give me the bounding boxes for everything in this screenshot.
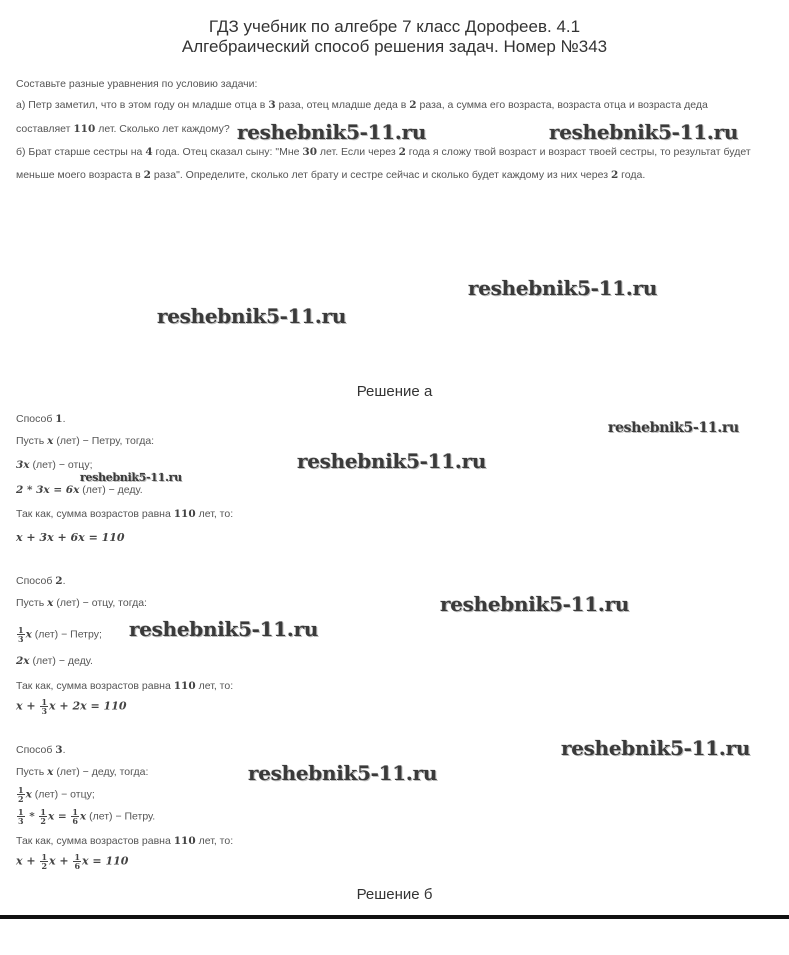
fraction: $\frac{1}{2}$ (18, 785, 24, 804)
watermark: reshebnik5-11.ru (157, 304, 347, 328)
watermark: reshebnik5-11.ru (297, 449, 487, 473)
method-2-line-4: Так как, сумма возрастов равна 110 лет, то: (16, 680, 234, 692)
page-title-line-2: Алгебраический способ решения задач. Номер №343 (181, 37, 608, 56)
page-title-line-1: ГДЗ учебник по алгебре 7 класс Дорофеев. 4.1 (208, 17, 581, 36)
watermark: reshebnik5-11.ru (237, 120, 427, 144)
method-3-line-2: $\frac{1}{2}$ x (лет) − отцу; (18, 785, 95, 804)
method-2-line-3: 2x (лет) − деду. (16, 655, 93, 667)
solution-a-heading: Решение а (356, 383, 433, 400)
task-b-line-1: б) Брат старше сестры на 4 года. Отец сказал сыну: "Мне 30 лет. Если через 2 года я сложу твой возраст и возраст твоей сестры, то результат будет (16, 146, 751, 158)
method-1-line-2: 3x (лет) − отцу; (16, 459, 93, 471)
method-1-line-3: 2 * 3x = 6x (лет) − деду. (16, 484, 143, 496)
solution-b-heading: Решение б (356, 886, 433, 903)
fraction: $\frac{1}{6}$ (74, 852, 81, 871)
method-3-line-4: Так как, сумма возрастов равна 110 лет, то: (16, 835, 234, 847)
watermark: reshebnik5-11.ru (608, 420, 739, 436)
fraction: $\frac{1}{3}$ (41, 697, 48, 716)
method-2-line-2: $\frac{1}{3}$ x (лет) − Петру; (18, 625, 102, 644)
method-3-label: Способ 3. (16, 744, 66, 756)
watermark: reshebnik5-11.ru (561, 736, 751, 760)
watermark: reshebnik5-11.ru (80, 471, 182, 484)
fraction: $\frac{1}{2}$ (41, 852, 48, 871)
method-1-equation: x + 3x + 6x = 110 (16, 531, 125, 544)
watermark: reshebnik5-11.ru (129, 617, 319, 641)
method-1-line-1: Пусть x (лет) − Петру, тогда: (16, 435, 155, 447)
method-3-line-3: $\frac{1}{3}$ * $\frac{1}{2}$ x = $\frac{1}{6}$ x (лет) − Петру. (18, 807, 156, 826)
method-1-label: Способ 1. (16, 413, 66, 425)
fraction: $\frac{1}{3}$ (18, 807, 24, 826)
fraction: $\frac{1}{3}$ (18, 625, 24, 644)
watermark: reshebnik5-11.ru (440, 592, 630, 616)
method-3-equation: x + $\frac{1}{2}$ x + $\frac{1}{6}$ x = 110 (16, 852, 129, 871)
watermark: reshebnik5-11.ru (468, 276, 658, 300)
method-2-label: Способ 2. (16, 575, 66, 587)
fraction: $\frac{1}{2}$ (40, 807, 46, 826)
task-a-line-1: а) Петр заметил, что в этом году он младше отца в 3 раза, отец младше деда в 2 раза, а сумма его возраста, возраста отца и возраста деда (16, 99, 708, 111)
method-2-equation: x + $\frac{1}{3}$ x + 2x = 110 (16, 697, 127, 716)
method-2-line-1: Пусть x (лет) − отцу, тогда: (16, 597, 147, 609)
bottom-divider (0, 915, 789, 919)
task-intro: Составьте разные уравнения по условию задачи: (16, 78, 258, 90)
fraction: $\frac{1}{6}$ (72, 807, 78, 826)
watermark: reshebnik5-11.ru (549, 120, 739, 144)
watermark: reshebnik5-11.ru (248, 761, 438, 785)
task-b-line-2: меньше моего возраста в 2 раза". Определите, сколько лет брату и сестре сейчас и сколько будет каждому из них через 2 года. (16, 169, 646, 181)
method-1-line-4: Так как, сумма возрастов равна 110 лет, то: (16, 508, 234, 520)
task-a-line-2: составляет 110 лет. Сколько лет каждому? (16, 123, 230, 135)
method-3-line-1: Пусть x (лет) − деду, тогда: (16, 766, 149, 778)
